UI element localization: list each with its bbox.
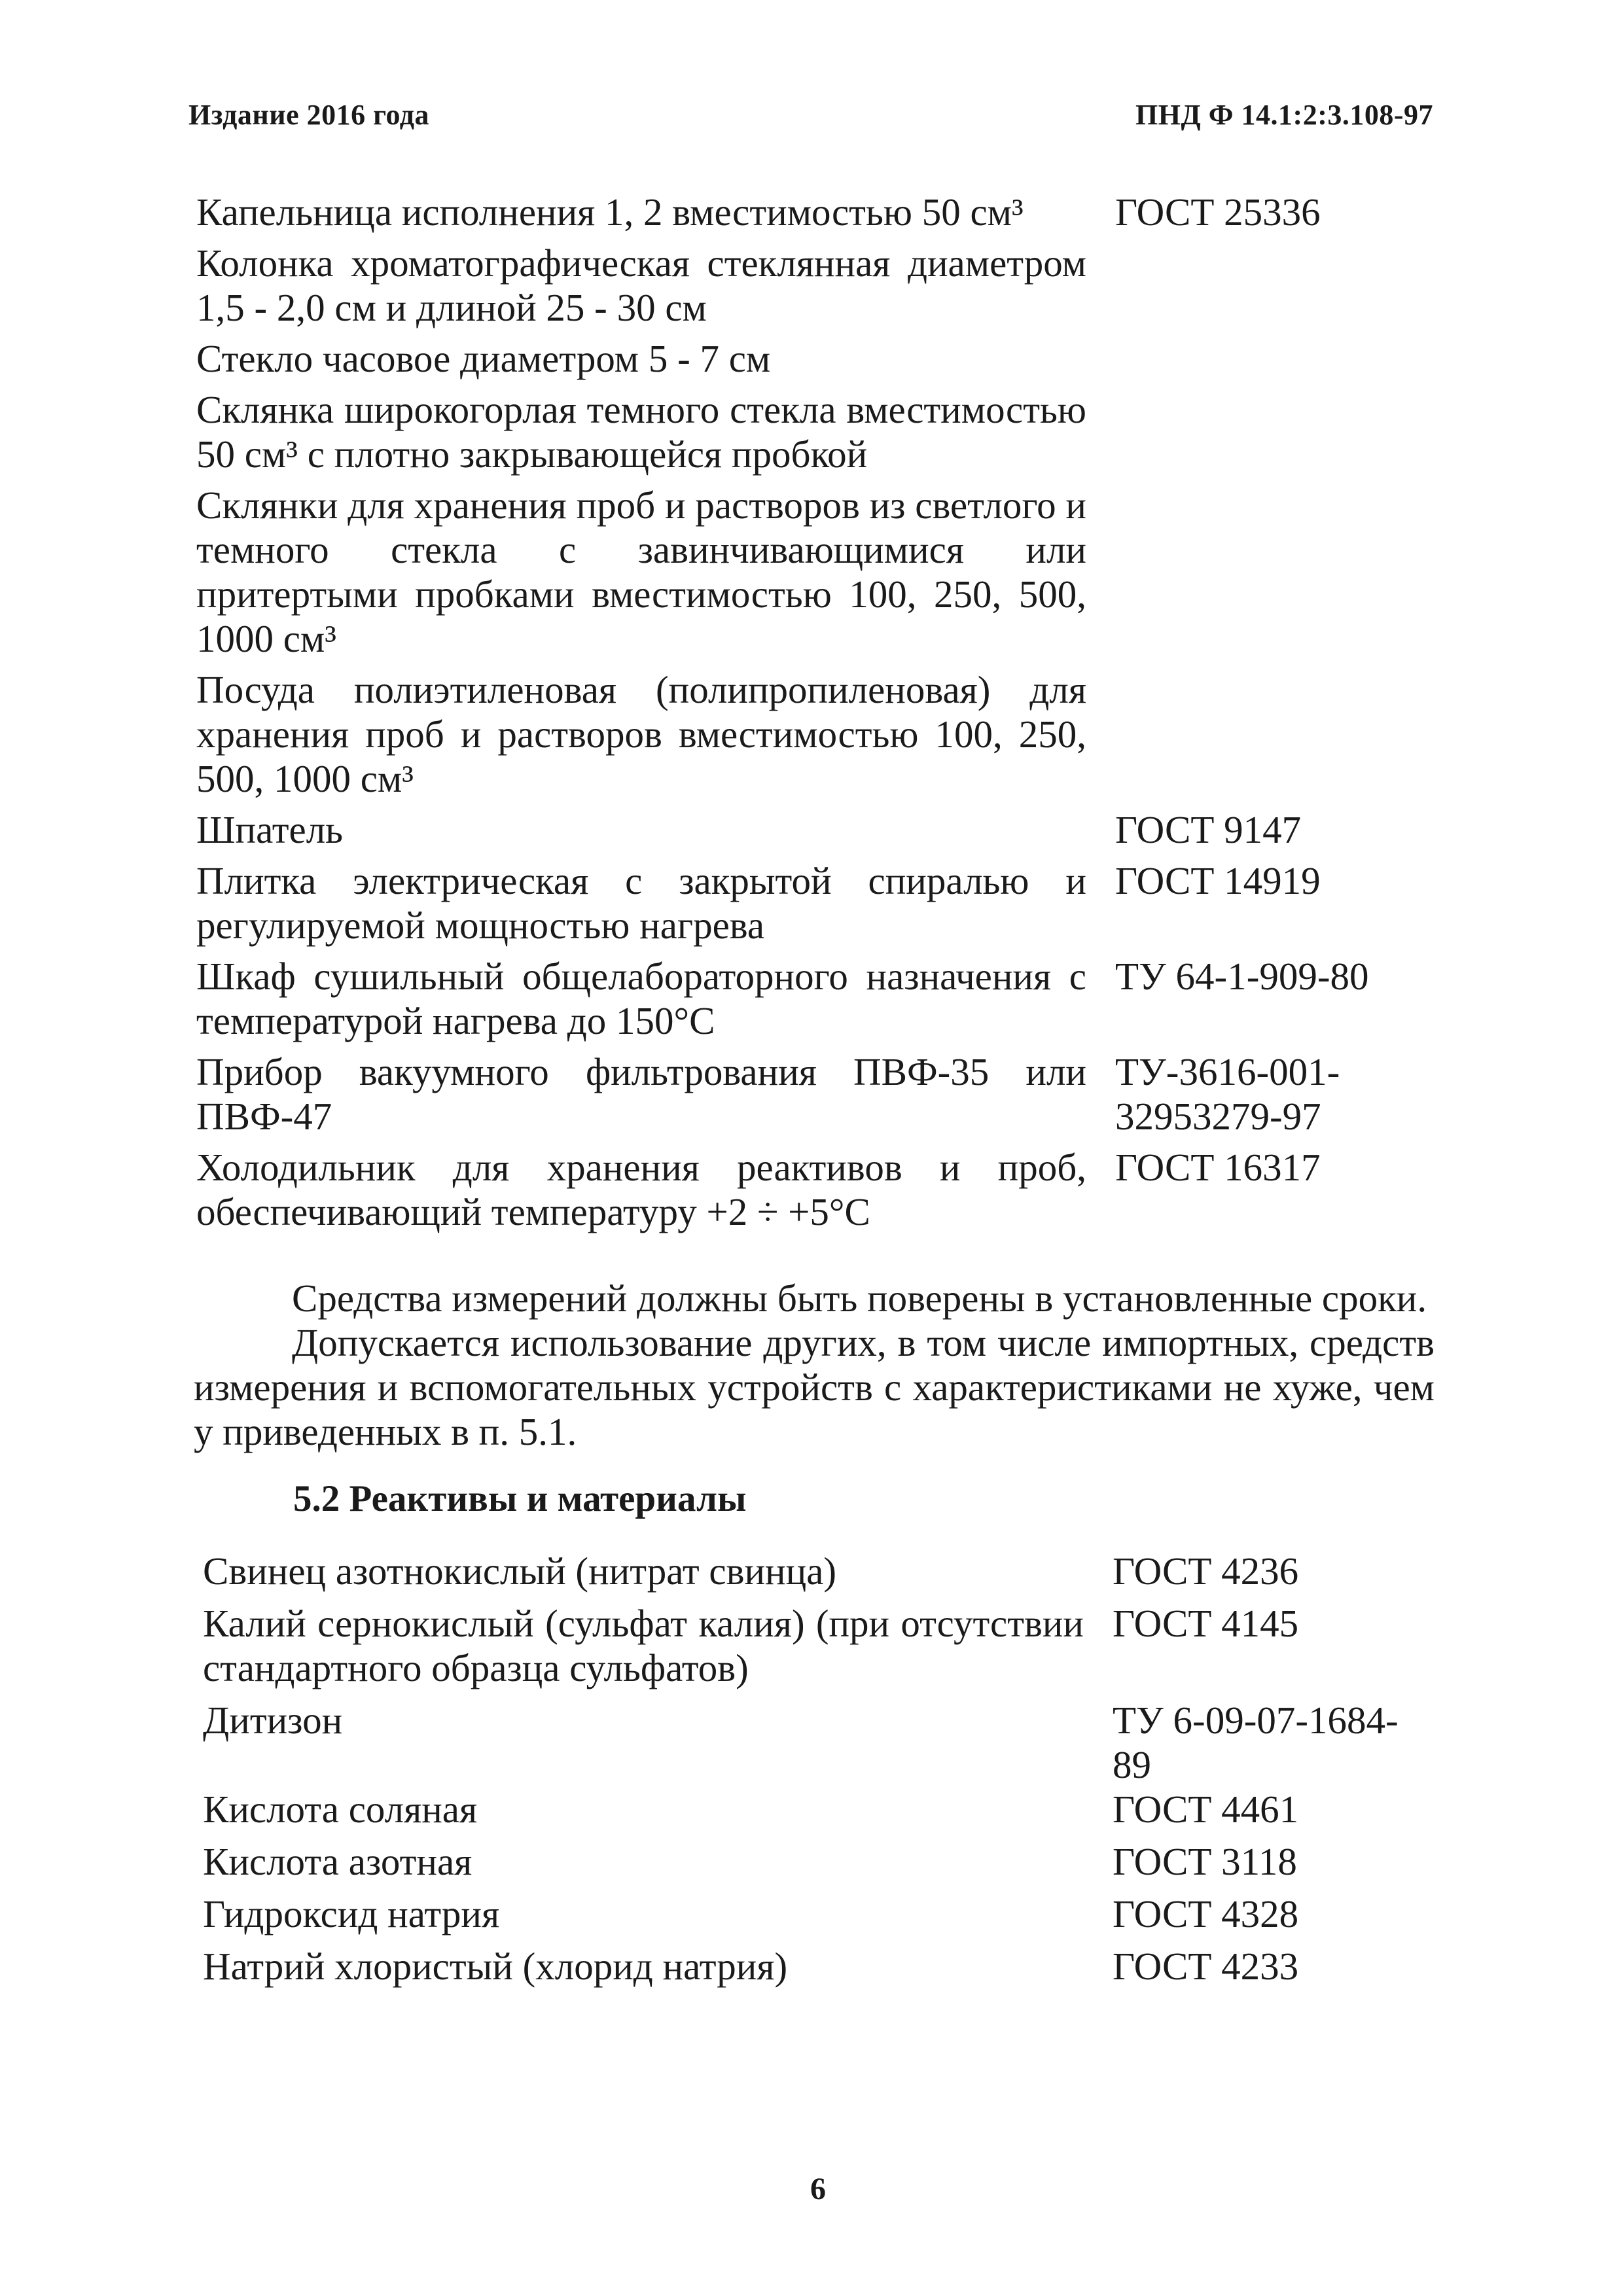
reagent-row <box>203 1839 1427 1892</box>
verification-paragraph: Средства измерений должны быть поверены в установленные сроки. <box>292 1277 1427 1320</box>
item-standard <box>1115 483 1427 667</box>
item-name <box>196 954 1115 1050</box>
item-name <box>203 1601 1113 1698</box>
item-name <box>203 1944 1113 1996</box>
reagent-row <box>203 1549 1427 1601</box>
item-name-text: Калий сернокислый (сульфат калия) (при отсутствии стандартного образца сульфатов) <box>203 1602 1084 1689</box>
equipment-row <box>196 190 1427 241</box>
reagent-row <box>203 1892 1427 1944</box>
item-standard <box>1115 954 1427 1050</box>
item-name-text: Дитизон <box>203 1699 343 1742</box>
item-standard <box>1113 1787 1427 1839</box>
reagent-row <box>203 1601 1427 1698</box>
notes-paragraphs <box>194 1276 1435 1454</box>
item-standard <box>1115 387 1427 483</box>
item-standard-text: ГОСТ 25336 <box>1115 190 1321 234</box>
item-standard <box>1115 336 1427 387</box>
item-name <box>196 336 1115 387</box>
item-name <box>203 1549 1113 1601</box>
item-standard <box>1113 1601 1427 1698</box>
item-name <box>196 807 1115 858</box>
item-name <box>203 1839 1113 1892</box>
item-standard <box>1115 241 1427 336</box>
item-standard-text: ГОСТ 14919 <box>1115 859 1321 902</box>
item-name <box>203 1787 1113 1839</box>
equipment-row <box>196 483 1427 667</box>
substitution-paragraph: Допускается использование других, в том числе импортных, средств измерения и вспомогательных устройств с характеристиками не хуже, чем у приведенных в п. 5.1. <box>194 1321 1435 1453</box>
equipment-row <box>196 387 1427 483</box>
item-name <box>196 1145 1115 1241</box>
reagents-table <box>203 1549 1427 1996</box>
item-standard-text: ГОСТ 4236 <box>1113 1549 1299 1593</box>
item-name <box>196 667 1115 807</box>
item-standard-text: ГОСТ 9147 <box>1115 808 1302 851</box>
item-standard <box>1115 667 1427 807</box>
item-name-text: Свинец азотнокислый (нитрат свинца) <box>203 1549 837 1593</box>
equipment-row <box>196 1050 1427 1145</box>
item-standard <box>1113 1944 1427 1996</box>
item-name-text: Гидроксид натрия <box>203 1892 500 1935</box>
reagent-row <box>203 1698 1427 1787</box>
item-name-text: Холодильник для хранения реактивов и проб, обеспечивающий температуру +2 ÷ +5°C <box>196 1146 1086 1233</box>
page-number: 6 <box>810 2172 826 2206</box>
item-standard <box>1113 1839 1427 1892</box>
item-standard <box>1115 190 1427 241</box>
item-standard-text: ГОСТ 16317 <box>1115 1146 1321 1189</box>
item-standard <box>1115 858 1427 954</box>
item-standard <box>1115 807 1427 858</box>
item-name <box>196 483 1115 667</box>
item-standard-text: ТУ 64-1-909-80 <box>1115 955 1369 998</box>
equipment-row <box>196 1145 1427 1241</box>
equipment-row <box>196 807 1427 858</box>
item-name <box>203 1698 1113 1787</box>
item-standard-text: ГОСТ 3118 <box>1113 1840 1297 1883</box>
item-name <box>203 1892 1113 1944</box>
item-name <box>196 858 1115 954</box>
equipment-row <box>196 336 1427 387</box>
section-title: 5.2 Реактивы и материалы <box>293 1478 747 1519</box>
item-standard <box>1115 1145 1427 1241</box>
equipment-row <box>196 241 1427 336</box>
equipment-table <box>196 190 1427 1241</box>
item-standard-text: ГОСТ 4461 <box>1113 1788 1299 1831</box>
item-standard-text: ТУ-3616-001- 32953279-97 <box>1115 1050 1340 1138</box>
reagent-row <box>203 1787 1427 1839</box>
item-name-text: Натрий хлористый (хлорид натрия) <box>203 1945 788 1988</box>
item-standard <box>1115 1050 1427 1145</box>
item-name-text: Колонка хроматографическая стеклянная диаметром 1,5 - 2,0 см и длиной 25 - 30 см <box>196 241 1086 329</box>
item-name-text: Кислота азотная <box>203 1840 473 1883</box>
item-name-text: Плитка электрическая с закрытой спиралью и регулируемой мощностью нагрева <box>196 859 1086 947</box>
item-name <box>196 387 1115 483</box>
item-name-text: Шкаф сушильный общелабораторного назначения с температурой нагрева до 150°C <box>196 955 1086 1042</box>
item-name-text: Капельница исполнения 1, 2 вместимостью 50 см³ <box>196 190 1024 234</box>
reagent-row <box>203 1944 1427 1996</box>
edition-label: Издание 2016 года <box>188 99 429 131</box>
equipment-row <box>196 954 1427 1050</box>
item-standard <box>1113 1698 1427 1787</box>
item-name <box>196 241 1115 336</box>
item-standard <box>1113 1892 1427 1944</box>
item-name-text: Склянка широкогорлая темного стекла вместимостью 50 см³ с плотно закрывающейся пробкой <box>196 388 1086 476</box>
item-standard-text: ТУ 6-09-07-1684- 89 <box>1113 1699 1399 1786</box>
item-name-text: Кислота соляная <box>203 1788 478 1831</box>
item-name-text: Склянки для хранения проб и растворов из светлого и темного стекла с завинчивающимися или притертыми пробками вместимостью 100, 250, 500, 1000 см³ <box>196 484 1086 660</box>
item-standard <box>1113 1549 1427 1601</box>
document-code: ПНД Ф 14.1:2:3.108-97 <box>1135 99 1433 131</box>
item-name-text: Стекло часовое диаметром 5 - 7 см <box>196 337 771 380</box>
equipment-row <box>196 858 1427 954</box>
equipment-row <box>196 667 1427 807</box>
item-name <box>196 1050 1115 1145</box>
item-name-text: Прибор вакуумного фильтрования ПВФ-35 или ПВФ-47 <box>196 1050 1086 1138</box>
item-name-text: Шпатель <box>196 808 344 851</box>
item-name <box>196 190 1115 241</box>
item-standard-text: ГОСТ 4328 <box>1113 1892 1299 1935</box>
item-name-text: Посуда полиэтиленовая (полипропиленовая) для хранения проб и растворов вместимостью 100, 250, 500, 1000 см³ <box>196 668 1086 800</box>
item-standard-text: ГОСТ 4233 <box>1113 1945 1299 1988</box>
item-standard-text: ГОСТ 4145 <box>1113 1602 1299 1645</box>
